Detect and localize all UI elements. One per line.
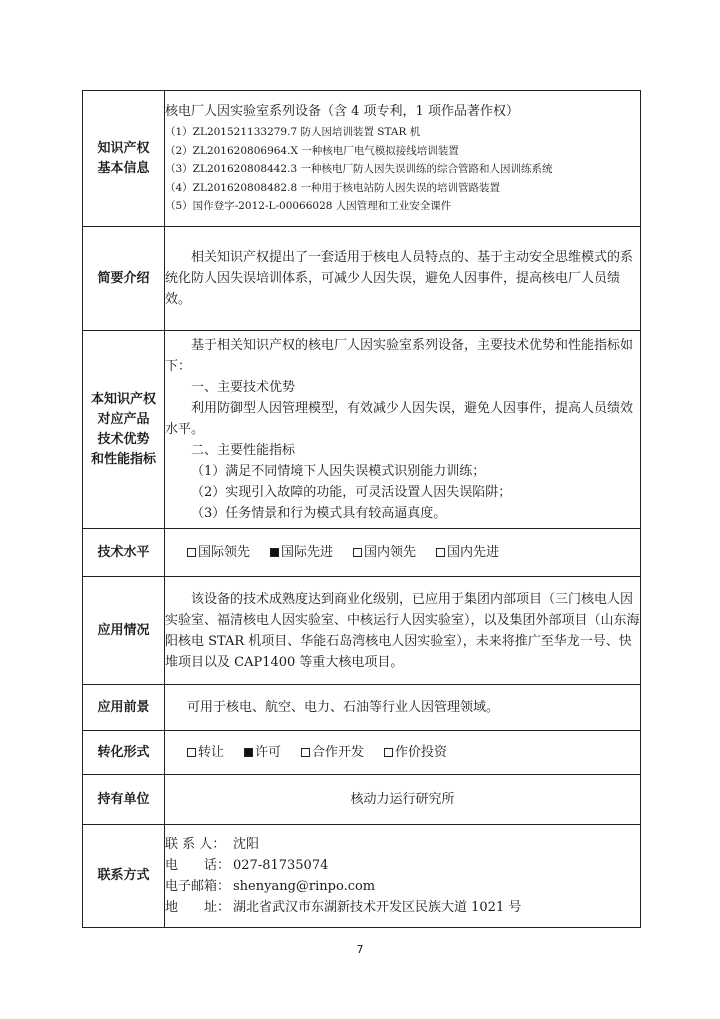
ip-info-label: 知识产权 基本信息 (83, 91, 165, 227)
ip-item: （1）ZL201521133279.7 防人因培训装置 STAR 机 (165, 126, 421, 139)
tech-level-option[interactable]: 国际领先 (187, 542, 250, 563)
advantages-sec2-item: （1）满足不同情境下人因失误模式识别能力训练； (191, 464, 486, 479)
ip-heading: 核电厂人因实验室系列设备（含 4 项专利，1 项作品著作权） (165, 104, 519, 120)
contact-row (83, 825, 641, 928)
transfer-option[interactable]: 合作开发 (301, 742, 364, 763)
advantages-sec1-title: 一、主要技术优势 (191, 380, 296, 395)
checkbox-icon[interactable] (436, 548, 445, 557)
advantages-sec2-title: 二、主要性能指标 (191, 443, 296, 458)
ip-item: （3）ZL201620808442.3 一种核电厂防人因失误训练的综合管路和人因训练系统 (165, 163, 553, 176)
checkbox-icon[interactable] (270, 548, 279, 557)
checkbox-icon[interactable] (384, 748, 393, 757)
ip-info-row (83, 91, 641, 227)
holder-value: 核动力运行研究所 (165, 775, 641, 825)
page-number: 7 (356, 943, 364, 956)
holder-row (83, 775, 641, 825)
advantages-sec2-item: （2）实现引入故障的功能，可灵活设置人因失误陷阱； (191, 485, 512, 500)
holder-label: 持有单位 (83, 775, 165, 825)
application-text: 该设备的技术成熟度达到商业化级别，已应用于集团内部项目（三门核电人因实验室、福清核电人因实验室、中核运行人因实验室），以及集团外部项目（山东海阳核电 STAR 机项目、华能石岛湾核电人因实验室），未来将推广至华龙一号、快堆项目以及 CAP1400 等重大核电项目。 (165, 591, 640, 670)
summary-row (83, 227, 641, 331)
ip-item: （5）国作登字-2012-L-00066028 人因管理和工业安全课件 (165, 200, 452, 213)
tech-level-label: 技术水平 (83, 529, 165, 577)
contact-phone: 电 话： 027-81735074 (165, 858, 329, 873)
application-content (165, 577, 641, 685)
transfer-option[interactable]: 转让 (187, 742, 224, 763)
checkbox-icon[interactable] (353, 548, 362, 557)
summary-content (165, 227, 641, 331)
ip-item: （2）ZL201620806964.X 一种核电厂电气模拟接线培训装置 (165, 144, 459, 157)
tech-level-row (83, 529, 641, 577)
advantages-sec1-text: 利用防御型人因管理模型，有效减少人因失误，避免人因事件，提高人员绩效水平。 (165, 401, 634, 437)
advantages-content (165, 331, 641, 529)
checkbox-icon[interactable] (301, 748, 310, 757)
contact-address: 地 址： 湖北省武汉市东湖新技术开发区民族大道 1021 号 (165, 900, 522, 915)
tech-level-options (165, 529, 641, 577)
application-row (83, 577, 641, 685)
tech-level-option[interactable]: 国内先进 (436, 542, 499, 563)
transfer-options (165, 731, 641, 775)
transfer-label: 转化形式 (83, 731, 165, 775)
application-label: 应用情况 (83, 577, 165, 685)
transfer-row (83, 731, 641, 775)
tech-level-option[interactable]: 国际先进 (270, 542, 333, 563)
advantages-sec2-item: （3）任务情景和行为模式具有较高逼真度。 (191, 506, 447, 521)
contact-email: 电子邮箱： shenyang@rinpo.com (165, 879, 376, 894)
checkbox-icon[interactable] (187, 548, 196, 557)
advantages-label: 本知识产权 对应产品 技术优势 和性能指标 (83, 331, 165, 529)
checkbox-icon[interactable] (244, 748, 253, 757)
ip-item: （4）ZL201620808482.8 一种用于核电站防人因失误的培训管路装置 (165, 181, 500, 194)
summary-label: 简要介绍 (83, 227, 165, 331)
prospect-content (165, 685, 641, 731)
prospect-text: 可用于核电、航空、电力、石油等行业人因管理领域。 (187, 700, 500, 715)
advantages-intro: 基于相关知识产权的核电厂人因实验室系列设备，主要技术优势和性能指标如下： (165, 338, 634, 374)
info-table (82, 90, 641, 928)
tech-level-option[interactable]: 国内领先 (353, 542, 416, 563)
transfer-option[interactable]: 许可 (244, 742, 281, 763)
contact-person: 联 系 人： 沈阳 (165, 837, 260, 852)
checkbox-icon[interactable] (187, 748, 196, 757)
summary-text: 相关知识产权提出了一套适用于核电人员特点的、基于主动安全思维模式的系统化防人因失误培训体系，可减少人因失误，避免人因事件，提高核电厂人员绩效。 (165, 250, 634, 307)
advantages-row (83, 331, 641, 529)
contact-label: 联系方式 (83, 825, 165, 928)
ip-info-content (165, 91, 641, 227)
transfer-option[interactable]: 作价投资 (384, 742, 447, 763)
contact-content (165, 825, 641, 928)
prospect-row (83, 685, 641, 731)
prospect-label: 应用前景 (83, 685, 165, 731)
